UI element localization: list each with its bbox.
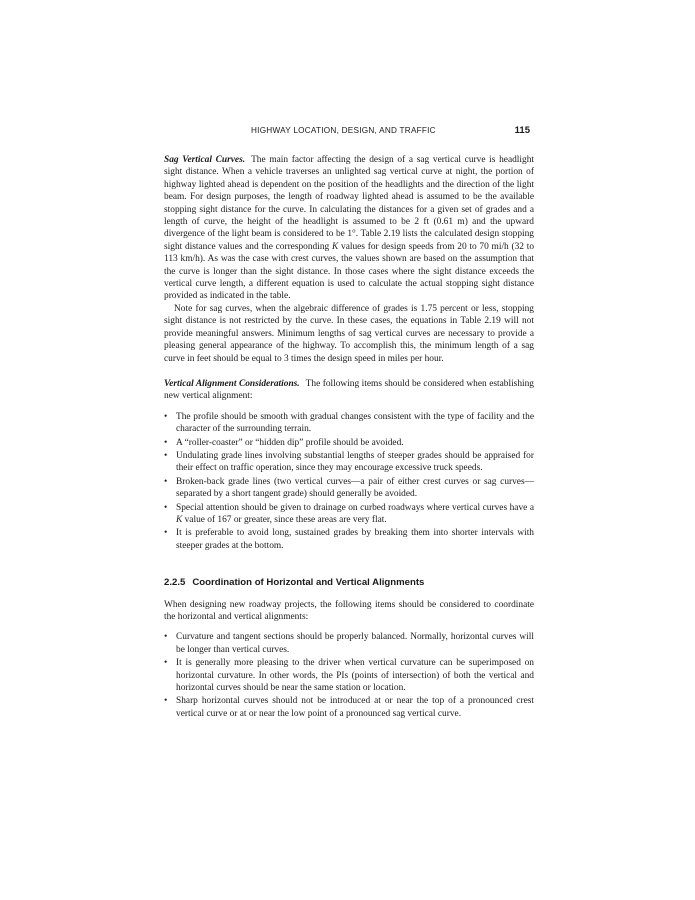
vertical-alignment-intro-text: The following items should be considered when establishing new vertical alignment: bbox=[164, 378, 534, 402]
running-head: HIGHWAY LOCATION, DESIGN, AND TRAFFIC bbox=[251, 126, 436, 135]
section-number: 2.2.5 bbox=[164, 577, 186, 589]
list-item: • Sharp horizontal curves should not be introduced at or near the top of a pronounced crest vertical curve or at or near the low point of a pronounced sag vertical curve. bbox=[164, 695, 534, 720]
k-symbol: K bbox=[176, 514, 183, 525]
list-item bbox=[164, 502, 534, 527]
list-item: • A “roller-coaster” or “hidden dip” profile should be avoided. bbox=[164, 437, 534, 449]
sag-paragraph-2: Note for sag curves, when the algebraic difference of grades is 1.75 percent or less, stopping sight distance is not restricted by the curve. In these cases, the equations in Table 2.19 will not provide meaningful answers. Minimum lengths of sag vertical curves are necessary to provide a pleasing general appearance of the highway. To accomplish this, the minimum length of a sag curve in feet should be equal to 3 times the design speed in miles per hour. bbox=[164, 303, 534, 364]
coordination-list bbox=[164, 631, 534, 720]
sag-vertical-curves-heading: Sag Vertical Curves. bbox=[164, 155, 246, 165]
sag-text-part-1: The main factor affecting the design of a sag vertical curve is headlight sight distance. When a vehicle traverses an unlighted sag vertical curve at night, the portion of highway lighted ahead is dependent on the position of the headlights and the direction of the light beam. For design purposes, the length of roadway lighted ahead is assumed to be the available stopping sight distance for the curve. In calculating the distances for a given set of grades and a length of curve, the height of the headlight is assumed to be 2 ft (0.61 m) and the upward divergence of the light beam is considered to be 1°. Table 2.19 lists the calculated design stopping sight distance values and the corresponding bbox=[164, 155, 534, 252]
page-body bbox=[164, 154, 534, 721]
k-symbol: K bbox=[331, 241, 339, 252]
vertical-alignment-list bbox=[164, 411, 534, 552]
list-item: • It is preferable to avoid long, sustained grades by breaking them into shorter intervals with steeper grades at the bottom. bbox=[164, 527, 534, 552]
section-title: Coordination of Horizontal and Vertical Alignments bbox=[192, 577, 425, 589]
page-header bbox=[164, 126, 534, 138]
list-item: • It is generally more pleasing to the driver when vertical curvature can be superimposed on horizontal curvature. In other words, the PIs (points of intersection) of both the vertical and horizontal curves should be near the same station or location. bbox=[164, 657, 534, 694]
section-heading bbox=[164, 577, 534, 589]
coordination-intro: When designing new roadway projects, the following items should be considered to coordinate the horizontal and vertical alignments: bbox=[164, 599, 534, 622]
list-item-text-part-1: Special attention should be given to drainage on curbed roadways where vertical curves have a bbox=[176, 502, 534, 513]
list-item: • Curvature and tangent sections should be properly balanced. Normally, horizontal curves will be longer than vertical curves. bbox=[164, 631, 534, 656]
page-number: 115 bbox=[514, 125, 530, 136]
list-item-text-part-2: value of 167 or greater, since these areas are very flat. bbox=[184, 514, 387, 525]
vertical-alignment-intro bbox=[164, 378, 534, 403]
vertical-alignment-heading: Vertical Alignment Considerations. bbox=[164, 378, 300, 389]
list-item: • Broken-back grade lines (two vertical curves—a pair of either crest curves or sag curves—separated by a short tangent grade) should generally be avoided. bbox=[164, 476, 534, 501]
sag-paragraph-1 bbox=[164, 154, 534, 303]
sag-text-part-2: values for design speeds from 20 to 70 mi/h (32 to 113 km/h). As was the case with crest curves, the values shown are based on the assumption that the curve is longer than the sight distance. In those cases where the sight distance exceeds the vertical curve length, a different equation is used to calculate the actual stopping sight distance provided as indicated in the table. bbox=[164, 241, 535, 302]
list-item: • Undulating grade lines involving substantial lengths of steeper grades should be appraised for their effect on traffic operation, since they may encourage excessive truck speeds. bbox=[164, 450, 534, 475]
list-item: • The profile should be smooth with gradual changes consistent with the type of facility and the character of the surrounding terrain. bbox=[164, 411, 534, 436]
